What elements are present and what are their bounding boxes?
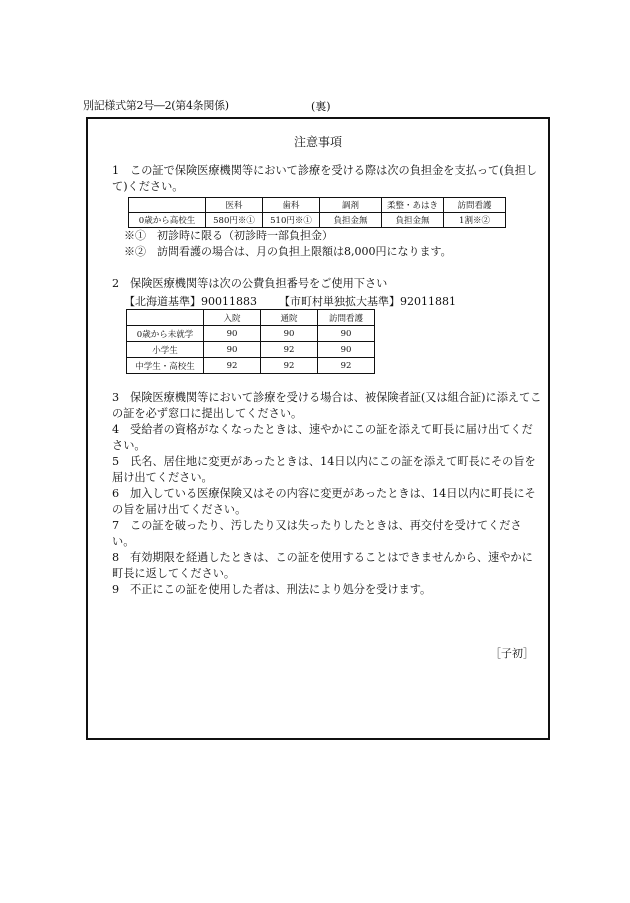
notice-item-6 [112, 486, 542, 518]
table-header-cell: 訪問看護 [318, 310, 375, 326]
table-row [129, 213, 506, 228]
item-text: 不正にこの証を使用した者は、刑法により処分を受けます。 [130, 583, 432, 596]
table-cell: 510円※① [263, 213, 320, 228]
table-cell: 90 [318, 326, 375, 342]
table-cell: 90 [261, 326, 318, 342]
notice-frame [86, 117, 550, 740]
table-header-row [127, 310, 375, 326]
item-text: この証で保険医療機関等において診療を受ける際は次の負担金を支払って(負担して)ください。 [112, 164, 538, 193]
table-cell: 小学生 [127, 342, 204, 358]
table-row [127, 358, 375, 374]
item-number: 6 [112, 487, 120, 500]
copay-table [128, 197, 506, 228]
item-text: 有効期限を経過したときは、この証を使用することはできませんから、速やかに町長に返してください。 [112, 551, 533, 580]
public-expense-codes [124, 293, 456, 309]
item-number: 9 [112, 583, 120, 596]
table-cell: 1割※② [444, 213, 506, 228]
note-2: ※② 訪問看護の場合は、月の負担上限額は8,000円になります。 [124, 245, 452, 258]
item-number: 4 [112, 423, 120, 436]
table-cell: 中学生・高校生 [127, 358, 204, 374]
item-number: 8 [112, 551, 120, 564]
form-label: 別記様式第2号―2(第4条関係) [83, 99, 229, 112]
item-text: 保険医療機関等において診療を受ける場合は、被保険者証(又は組合証)に添えてこの証を必ず窓口に提出してください。 [112, 391, 542, 420]
notice-item-7 [112, 518, 542, 550]
table-row [127, 326, 375, 342]
table-header-cell: 調剤 [320, 198, 382, 213]
item-text: 加入している医療保険又はその内容に変更があったときは、14日以内に町長にその旨を届け出てください。 [112, 487, 536, 516]
item-number: 3 [112, 391, 120, 404]
table-header-cell [129, 198, 206, 213]
item-text: 受給者の資格がなくなったときは、速やかにこの証を添えて町長に届け出てください。 [112, 423, 533, 452]
item-text: 保険医療機関等は次の公費負担番号をご使用下さい [130, 277, 388, 290]
table-row [127, 342, 375, 358]
page-title: 注意事項 [293, 135, 342, 149]
table-header-row [129, 198, 506, 213]
item-number: 5 [112, 455, 120, 468]
item-text: 氏名、居住地に変更があったときは、14日以内にこの証を添えて町長にその旨を届け出てください。 [112, 455, 536, 484]
item-number: 2 [112, 277, 120, 290]
table-header-cell [127, 310, 204, 326]
notice-item-1 [112, 163, 542, 195]
table-cell: 90 [204, 342, 261, 358]
table-header-cell: 訪問看護 [444, 198, 506, 213]
table-cell: 負担金無 [382, 213, 444, 228]
table-cell: 92 [261, 342, 318, 358]
table-header-cell: 入院 [204, 310, 261, 326]
notice-item-5 [112, 454, 542, 486]
item-text: この証を破ったり、汚したり又は失ったりしたときは、再交付を受けてください。 [112, 519, 522, 548]
table-cell: 580円※① [206, 213, 263, 228]
table-header-cell: 歯科 [263, 198, 320, 213]
notice-item-3 [112, 390, 542, 422]
table-cell: 92 [261, 358, 318, 374]
prefecture-code: 【北海道基準】90011883 [124, 295, 257, 308]
municipal-code: 【市町村単独拡大基準】92011881 [279, 295, 456, 308]
table-header-cell: 柔整・あはき [382, 198, 444, 213]
table-header-cell: 医科 [206, 198, 263, 213]
table-cell: 0歳から高校生 [129, 213, 206, 228]
table-cell: 92 [204, 358, 261, 374]
side-label: (裏) [311, 100, 331, 113]
item-number: 7 [112, 519, 120, 532]
notice-item-8 [112, 550, 542, 582]
item-number: 1 [112, 164, 120, 177]
table-cell: 90 [318, 342, 375, 358]
table-cell: 0歳から未就学 [127, 326, 204, 342]
note-1: ※① 初診時に限る（初診時一部負担金） [124, 229, 333, 242]
public-expense-table [126, 309, 375, 374]
notice-item-9 [112, 582, 542, 598]
notice-item-2 [112, 276, 542, 292]
table-cell: 負担金無 [320, 213, 382, 228]
issuer-code: ［子初］ [490, 647, 534, 660]
table-cell: 90 [204, 326, 261, 342]
notice-item-4 [112, 422, 542, 454]
table-cell: 92 [318, 358, 375, 374]
table-header-cell: 通院 [261, 310, 318, 326]
